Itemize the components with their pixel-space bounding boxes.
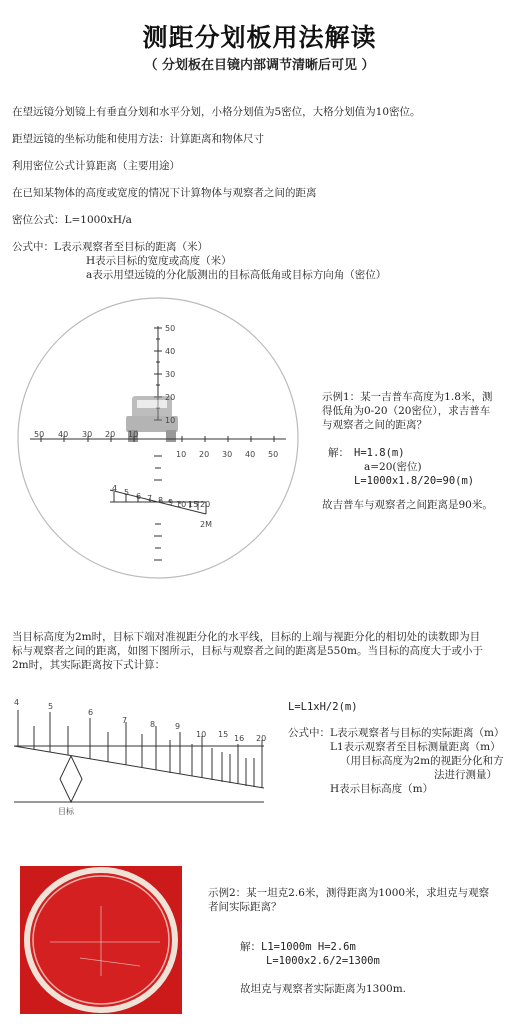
range-unit-label: 2M xyxy=(200,520,212,529)
right-label-20: 20 xyxy=(199,450,210,459)
diagram-label-9: 9 xyxy=(175,722,181,731)
range-label-5: 5 xyxy=(124,488,130,497)
intro-line-8: a表示用望远镜的分化版测出的目标高低角或目标方向角（密位） xyxy=(86,269,387,281)
formula2-line-1: 公式中：L表示观察者与目标的实际距离（m） xyxy=(288,727,505,739)
example2-sol-2: L=1000x2.6/2=1300m xyxy=(266,955,380,967)
range-ticks xyxy=(18,710,262,788)
range-diagram xyxy=(10,696,270,816)
formula2-line-4: 法进行测量） xyxy=(434,769,497,781)
lens-icon xyxy=(20,866,182,1014)
example2-sol-1: 解：L1=1000m H=2.6m xyxy=(240,941,356,953)
page-title: 测距分划板用法解读 xyxy=(142,23,377,52)
vert-label-50: 50 xyxy=(165,324,176,333)
range-label-4: 4 xyxy=(112,484,118,493)
diagram-label-20: 20 xyxy=(256,734,267,743)
target-diamond-icon xyxy=(60,756,82,802)
range-label-8: 8 xyxy=(158,496,164,505)
range-text-3: 2m时，其实际距离按下式计算： xyxy=(12,659,166,671)
right-label-30: 30 xyxy=(222,450,233,459)
range-label-7: 7 xyxy=(147,494,153,503)
diagram-label-5: 5 xyxy=(48,702,54,711)
example1-answer: 故吉普车与观察者之间距离是90米。 xyxy=(322,499,493,511)
diagram-label-6: 6 xyxy=(88,708,94,717)
reticle-photo xyxy=(20,866,182,1014)
target-label: 目标 xyxy=(58,807,74,816)
example1-question-1: 示例1：某一吉普车高度为1.8米，测 xyxy=(322,391,493,403)
range-text-2: 标与观察者之间的距离，如图下图所示，目标与观察者之间的距离是550m。当目标的高度大于或小于 xyxy=(12,645,483,657)
formula2-line-3: （用目标高度为2m的视距分化和方 xyxy=(340,755,504,767)
intro-line-2: 距望远镜的坐标功能和使用方法：计算距离和物体尺寸 xyxy=(12,133,264,145)
formula2-main: L=L1xH/2(m) xyxy=(288,701,358,713)
diagram-label-10: 10 xyxy=(196,730,207,739)
range-label-15: 15 xyxy=(188,500,199,509)
example1-solution-label: 解： xyxy=(328,447,349,459)
left-label-30: 30 xyxy=(82,430,93,439)
vert-label-20: 20 xyxy=(165,393,176,402)
left-label-20: 20 xyxy=(105,430,116,439)
diagram-label-8: 8 xyxy=(150,720,156,729)
range-label-6: 6 xyxy=(136,492,142,501)
vert-label-10: 10 xyxy=(165,416,176,425)
intro-line-5: 密位公式：L=1000xH/a xyxy=(12,214,132,226)
page-subtitle: （ 分划板在目镜内部调节清晰后可见 ） xyxy=(144,58,375,73)
intro-line-7: H表示目标的宽度或高度（米） xyxy=(86,255,232,267)
formula2-line-5: H表示目标高度（m） xyxy=(330,783,434,795)
example2-question-2: 者间实际距离？ xyxy=(208,901,282,913)
range-label-9: 9 xyxy=(168,498,174,507)
example2-question-1: 示例2：某一坦克2.6米，测得距离为1000米，求坦克与观察 xyxy=(208,887,490,899)
diagram-label-16: 16 xyxy=(234,734,245,743)
example1-question-3: 与观察者之间的距离？ xyxy=(322,419,427,431)
right-label-40: 40 xyxy=(245,450,256,459)
vert-label-30: 30 xyxy=(165,370,176,379)
diagram-label-7: 7 xyxy=(122,716,128,725)
example1-sol-2: a=20(密位) xyxy=(364,461,422,473)
range-text-1: 当目标高度为2m时，目标下端对准视距分化的水平线，目标的上端与视距分化的相切处的读数即为目 xyxy=(12,631,481,643)
vert-label-40: 40 xyxy=(165,347,176,356)
intro-line-1: 在望远镜分划镜上有垂直分划和水平分划，小格分划值为5密位，大格分划值为10密位。 xyxy=(12,106,421,118)
range-slope-line xyxy=(14,746,264,788)
range-label-20: 20 xyxy=(200,500,211,509)
lower-dashes xyxy=(154,456,162,560)
range-label-10: 10 xyxy=(176,500,187,509)
example1-sol-3: L=1000x1.8/20=90(m) xyxy=(354,475,475,487)
example2-answer: 故坦克与观察者实际距离为1300m. xyxy=(240,983,407,995)
left-label-10: 10 xyxy=(128,430,139,439)
example1-question-2: 得低角为0-20（20密位），求吉普车 xyxy=(322,405,491,417)
reticle-diagram xyxy=(10,296,310,596)
diagram-label-4: 4 xyxy=(14,698,20,707)
diagram-label-15: 15 xyxy=(218,730,229,739)
right-label-10: 10 xyxy=(176,450,187,459)
right-label-50: 50 xyxy=(268,450,279,459)
intro-line-4: 在已知某物体的高度或宽度的情况下计算物体与观察者之间的距离 xyxy=(12,187,317,199)
left-label-40: 40 xyxy=(58,430,69,439)
intro-line-3: 利用密位公式计算距离（主要用途） xyxy=(12,160,180,172)
intro-line-6: 公式中：L表示观察者至目标的距离（米） xyxy=(12,241,208,253)
example1-sol-1: H=1.8(m) xyxy=(354,447,405,459)
formula2-line-2: L1表示观察者至目标测量距离（m） xyxy=(330,741,501,753)
left-label-50: 50 xyxy=(34,430,45,439)
